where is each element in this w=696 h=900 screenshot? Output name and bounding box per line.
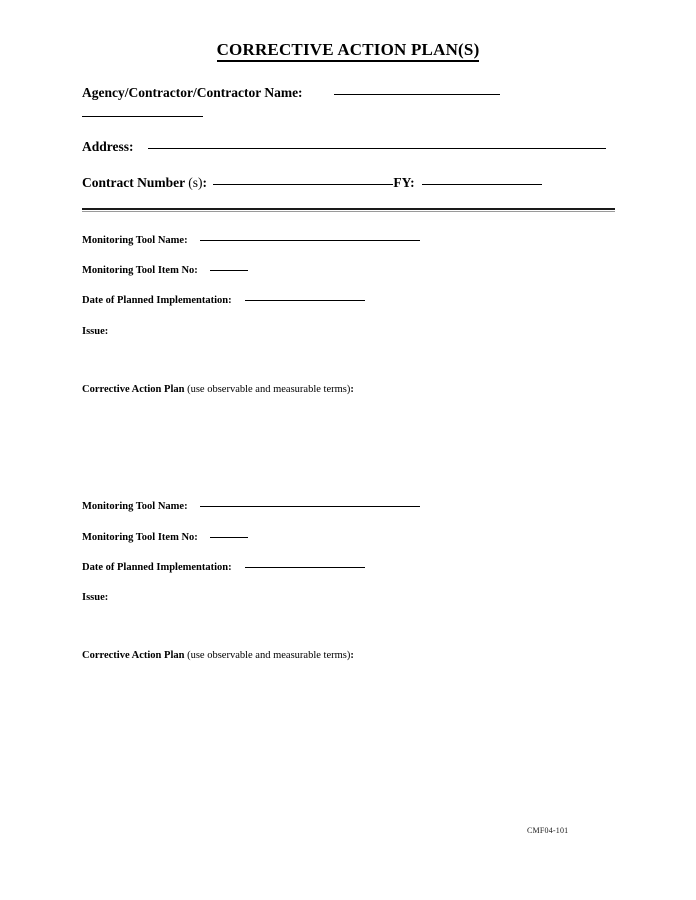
- agency-name-label: Agency/Contractor/Contractor Name:: [82, 85, 303, 100]
- block1-item-no-label: Monitoring Tool Item No:: [82, 265, 198, 276]
- contract-number-label-paren: (s): [188, 175, 203, 190]
- block1-date-label: Date of Planned Implementation:: [82, 295, 232, 306]
- block1-tool-name-input[interactable]: [200, 240, 420, 241]
- agency-name-row: [82, 86, 500, 100]
- form-code: CMF04-101: [527, 826, 569, 835]
- block2-date-label: Date of Planned Implementation:: [82, 562, 232, 573]
- agency-name-input[interactable]: [334, 94, 500, 95]
- address-label: Address:: [82, 139, 134, 154]
- contract-number-label: Contract Number: [82, 175, 185, 190]
- block2-corrective-action-plan-row: [82, 651, 354, 662]
- block1-date-row: [82, 296, 365, 307]
- block2-date-row: [82, 563, 365, 574]
- block2-tool-name-label: Monitoring Tool Name:: [82, 501, 188, 512]
- block1-item-no-input[interactable]: [210, 270, 248, 271]
- block1-corrective-action-plan-row: [82, 385, 354, 396]
- block1-tool-name-label: Monitoring Tool Name:: [82, 235, 188, 246]
- block1-cap-label-paren: (use observable and measurable terms): [187, 384, 351, 395]
- agency-name-continuation-row: [82, 108, 203, 122]
- block2-date-input[interactable]: [245, 567, 365, 568]
- page-title: [0, 40, 696, 60]
- contract-number-label-colon: :: [202, 175, 207, 190]
- block1-item-no-row: [82, 266, 248, 277]
- block1-issue-row: [82, 327, 108, 338]
- block2-item-no-row: [82, 533, 248, 544]
- page-title-text: CORRECTIVE ACTION PLAN(S): [217, 40, 480, 62]
- block2-cap-label-paren: (use observable and measurable terms): [187, 650, 351, 661]
- agency-name-input-continued[interactable]: [82, 116, 203, 117]
- block2-item-no-label: Monitoring Tool Item No:: [82, 532, 198, 543]
- block2-tool-name-input[interactable]: [200, 506, 420, 507]
- block2-item-no-input[interactable]: [210, 537, 248, 538]
- separator-line-bottom: [82, 211, 615, 212]
- block2-cap-label: Corrective Action Plan: [82, 650, 185, 661]
- section-separator: [82, 208, 615, 212]
- block1-cap-label: Corrective Action Plan: [82, 384, 185, 395]
- block1-date-input[interactable]: [245, 300, 365, 301]
- contract-number-row: [82, 176, 542, 190]
- fy-label: FY:: [393, 175, 415, 190]
- address-input[interactable]: [148, 148, 606, 149]
- block1-cap-label-colon: :: [350, 384, 354, 395]
- contract-number-input[interactable]: [213, 184, 393, 185]
- block1-issue-label: Issue:: [82, 326, 109, 337]
- block2-cap-label-colon: :: [350, 650, 354, 661]
- block2-issue-label: Issue:: [82, 592, 109, 603]
- block2-tool-name-row: [82, 502, 420, 513]
- block1-tool-name-row: [82, 236, 420, 247]
- block2-issue-row: [82, 593, 108, 604]
- fy-input[interactable]: [422, 184, 542, 185]
- address-row: [82, 140, 606, 154]
- separator-line-top: [82, 208, 615, 210]
